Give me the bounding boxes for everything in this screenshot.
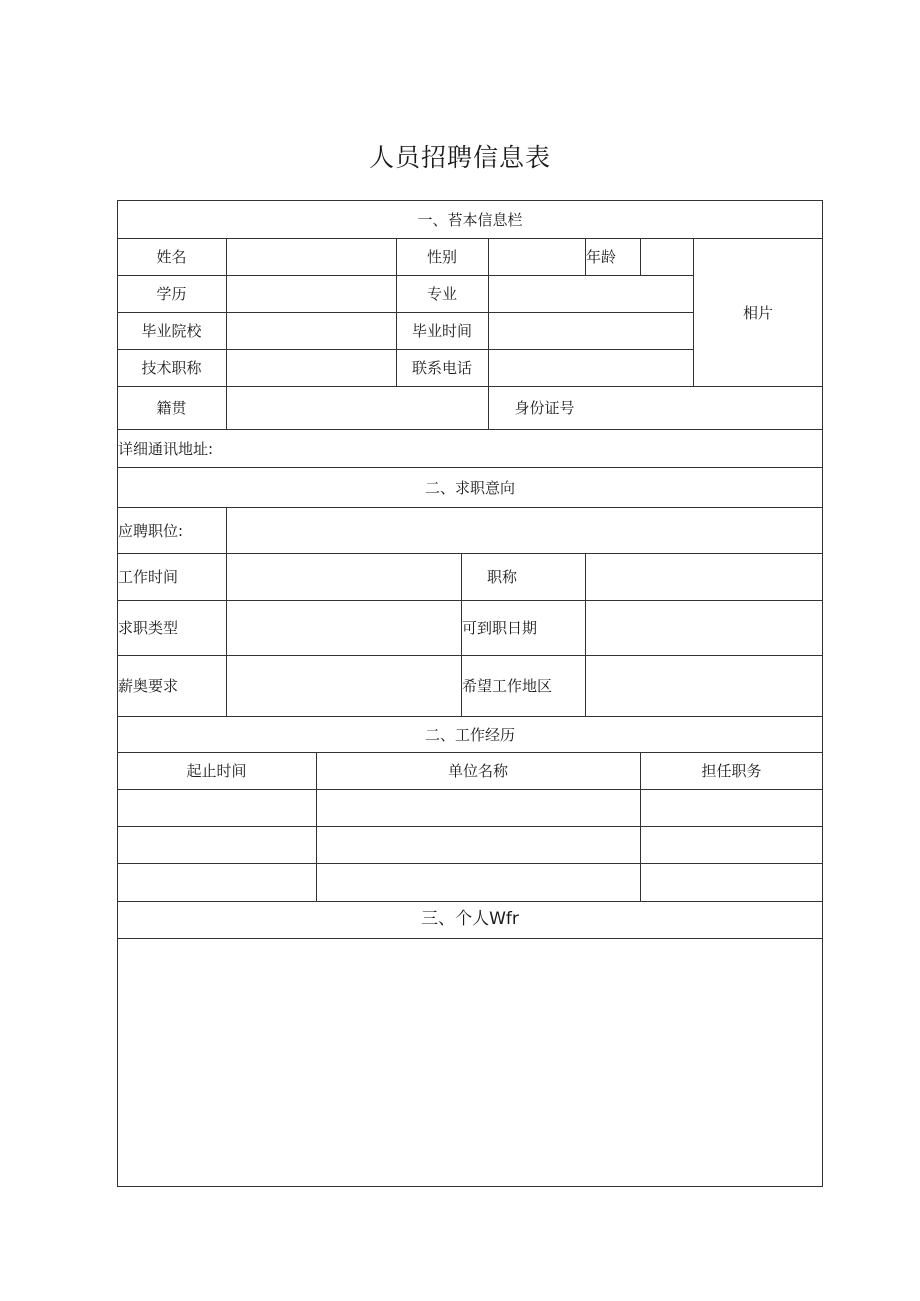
label-tech-title: 技术职称 <box>141 359 202 377</box>
label-phone: 联系电话 <box>411 359 472 377</box>
tech-title-field[interactable] <box>227 350 396 386</box>
name-field[interactable] <box>227 239 396 275</box>
label-school: 毕业院校 <box>141 322 202 340</box>
label-location: 希望工作地区 <box>462 677 553 695</box>
header-period: 起止时间 <box>186 762 247 780</box>
major-field[interactable] <box>489 276 693 312</box>
position-field[interactable] <box>227 508 823 553</box>
label-position: 应聘职位: <box>118 521 184 540</box>
label-id-number: 身份证号 <box>514 399 575 417</box>
education-field[interactable] <box>227 276 396 312</box>
label-grad-time: 毕业时间 <box>411 322 472 340</box>
label-work-time: 工作时间 <box>118 568 179 586</box>
label-name: 姓名 <box>156 248 187 266</box>
age-field[interactable] <box>641 239 693 275</box>
section-personal: 三、个人Wfr <box>421 908 519 929</box>
label-major: 专业 <box>426 285 457 303</box>
origin-field[interactable] <box>227 387 488 429</box>
phone-field[interactable] <box>489 350 693 386</box>
personal-statement-area[interactable] <box>117 939 823 1186</box>
rule <box>117 863 823 864</box>
header-company: 单位名称 <box>447 762 508 780</box>
label-job-title: 职称 <box>486 568 517 586</box>
header-role: 担任职务 <box>701 762 762 780</box>
page-title: 人员招聘信息表 <box>368 143 551 172</box>
school-field[interactable] <box>227 313 396 349</box>
label-age: 年龄 <box>586 248 617 266</box>
label-start-date: 可到职日期 <box>462 619 538 637</box>
rule <box>117 789 823 790</box>
label-address: 详细通讯地址: <box>118 439 214 458</box>
rule <box>117 826 823 827</box>
label-salary: 薪奥要求 <box>118 677 179 695</box>
label-origin: 籍贯 <box>156 399 187 417</box>
section-basic-info: 一、苔本信息栏 <box>417 210 523 229</box>
gender-field[interactable] <box>489 239 585 275</box>
label-education: 学历 <box>156 285 187 303</box>
label-gender: 性别 <box>426 248 457 266</box>
label-job-type: 求职类型 <box>118 619 179 637</box>
section-job-intent: 二、求职意向 <box>424 478 515 497</box>
grad-time-field[interactable] <box>489 313 693 349</box>
label-photo: 相片 <box>742 303 773 322</box>
section-work-history: 二、工作经历 <box>424 725 515 744</box>
